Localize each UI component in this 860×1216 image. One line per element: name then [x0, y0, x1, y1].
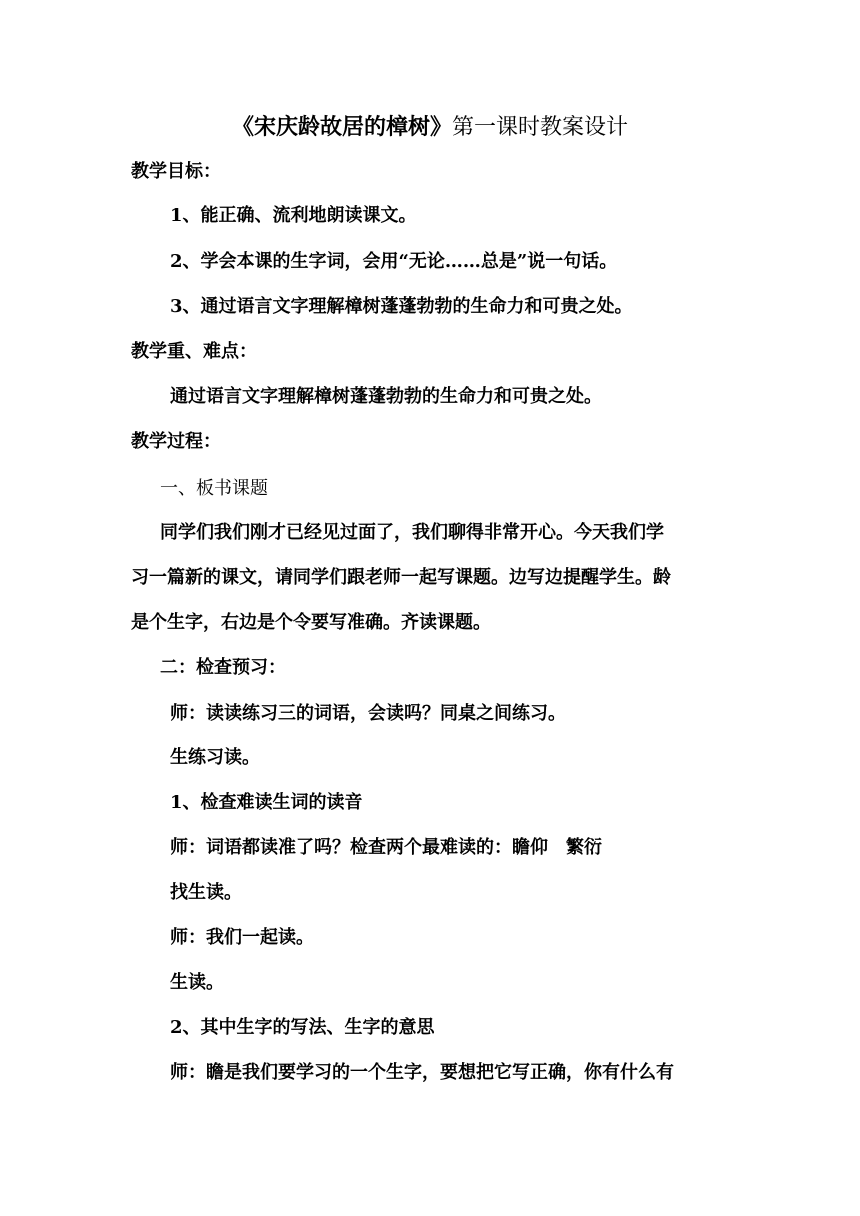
key-points-heading: 教学重、难点： [131, 341, 257, 362]
section2-line: 生读。 [170, 972, 224, 993]
section1-paragraph-line: 是个生字，右边是个令要写准确。齐读课题。 [131, 612, 491, 633]
section1-paragraph-line: 习一篇新的课文，请同学们跟老师一起写课题。边写边提醒学生。龄 [131, 567, 671, 588]
objective-1: 1、能正确、流利地朗读课文。 [170, 205, 417, 226]
section1-heading: 一、板书课题 [160, 478, 268, 499]
section2-line: 师：词语都读准了吗？检查两个最难读的：瞻仰 繁衍 [170, 837, 602, 858]
objectives-heading: 教学目标： [131, 161, 221, 182]
document-title [0, 112, 860, 143]
section2-line: 找生读。 [170, 882, 242, 903]
key-points-text: 通过语言文字理解樟树蓬蓬勃勃的生命力和可贵之处。 [170, 386, 602, 407]
title-sub: 第一课时教案设计 [452, 115, 629, 140]
objective-3: 3、通过语言文字理解樟树蓬蓬勃勃的生命力和可贵之处。 [170, 296, 633, 317]
section2-line: 师：瞻是我们要学习的一个生字，要想把它写正确，你有什么有 [170, 1062, 674, 1083]
section2-line: 生练习读。 [170, 747, 260, 768]
section2-line: 师：读读练习三的词语，会读吗？同桌之间练习。 [170, 703, 566, 724]
section2-line: 师：我们一起读。 [170, 927, 314, 948]
section1-paragraph-line: 同学们我们刚才已经见过面了，我们聊得非常开心。今天我们学 [160, 522, 664, 543]
section2-heading: 二：检查预习： [160, 657, 286, 678]
title-main: 《宋庆龄故居的樟树》 [231, 114, 452, 140]
process-heading: 教学过程： [131, 431, 221, 452]
section2-line: 1、检查难读生词的读音 [170, 792, 363, 813]
section2-line: 2、其中生字的写法、生字的意思 [170, 1017, 435, 1038]
objective-2: 2、学会本课的生字词，会用“无论……总是”说一句话。 [170, 251, 618, 272]
